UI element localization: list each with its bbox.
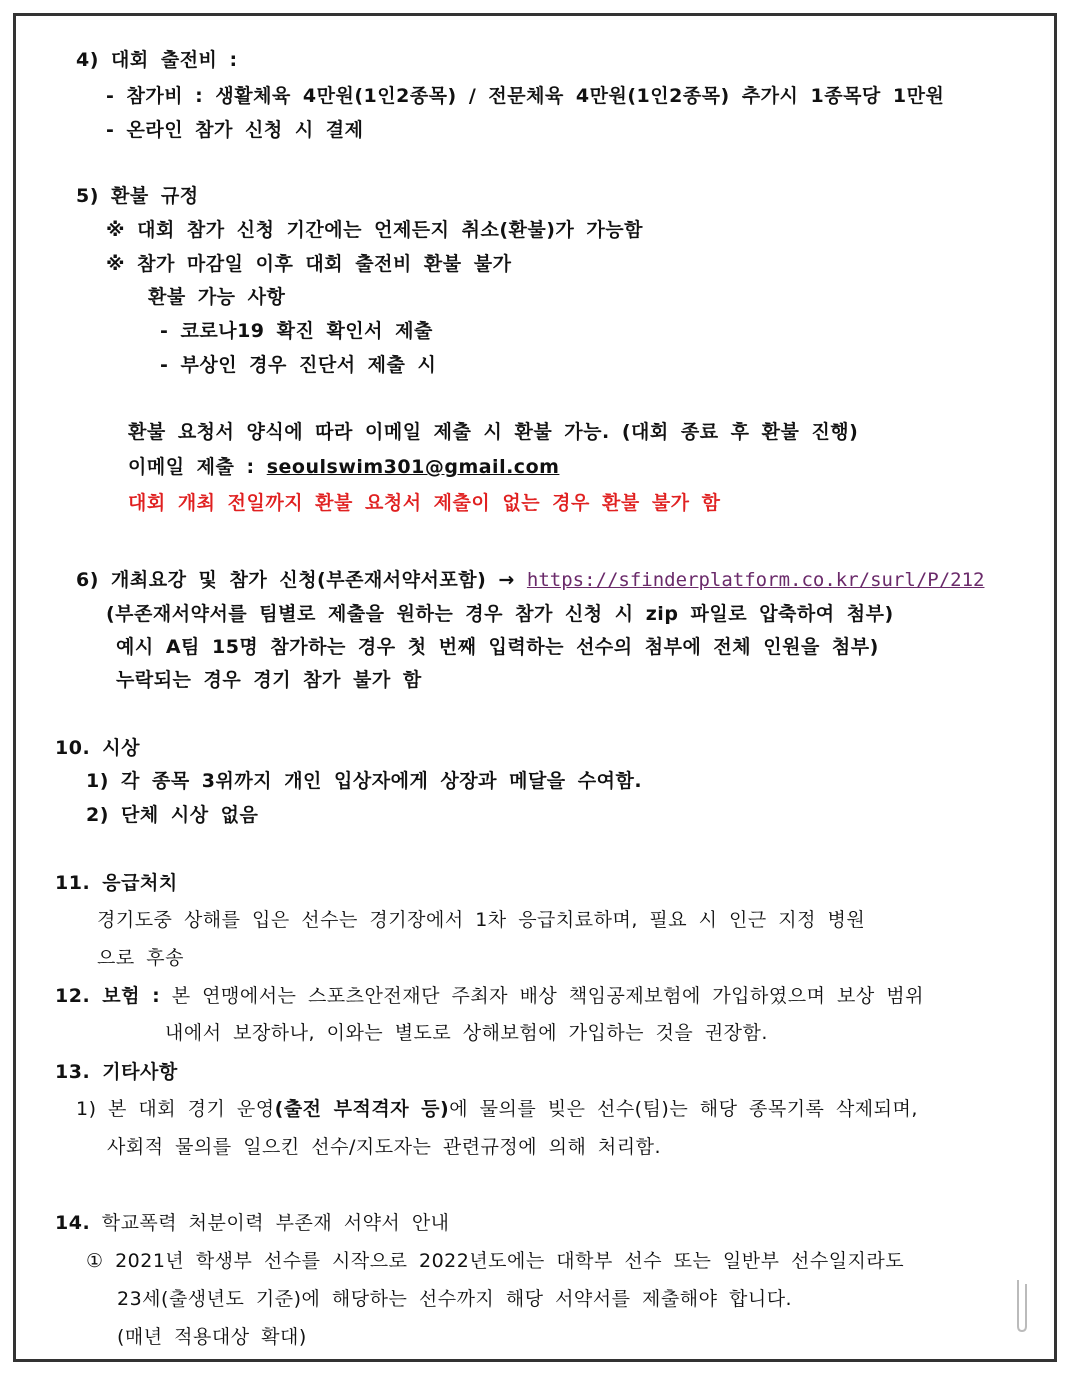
refund-warning: 대회 개최 전일까지 환불 요청서 제출이 없는 경우 환불 불가 함 <box>128 492 721 514</box>
section-6-note-2: 예시 A팀 15명 참가하는 경우 첫 번째 입력하는 선수의 첨부에 전체 인원을 첨부) <box>116 636 879 658</box>
section-4-heading: 4) 대회 출전비 : <box>76 49 238 71</box>
section-5-heading: 5) 환불 규정 <box>76 185 199 207</box>
refund-note-2: ※ 참가 마감일 이후 대회 출전비 환불 불가 <box>106 253 512 275</box>
email-label: 이메일 제출 : <box>128 456 267 478</box>
misc-body-2: 사회적 물의를 일으킨 선수/지도자는 관련규정에 의해 처리함. <box>107 1136 662 1158</box>
refundable-case-1: - 코로나19 확진 확인서 제출 <box>160 320 433 342</box>
pledge-body-1: ① 2021년 학생부 선수를 시작으로 2022년도에는 대학부 선수 또는 일반부 선수일지라도 <box>86 1250 905 1272</box>
section-6-note-3: 누락되는 경우 경기 참가 불가 함 <box>116 669 422 691</box>
email-line <box>128 455 559 479</box>
section-10-heading: 10. 시상 <box>55 737 140 759</box>
refund-note-1: ※ 대회 참가 신청 기간에는 언제든지 취소(환불)가 가능함 <box>106 219 643 241</box>
insurance-body-2: 내에서 보장하나, 이와는 별도로 상해보험에 가입하는 것을 권장함. <box>165 1022 768 1044</box>
scroll-handle-icon[interactable] <box>1014 1276 1030 1334</box>
section-6-note-1: (부존재서약서를 팀별로 제출을 원하는 경우 참가 신청 시 zip 파일로 압축하여 첨부) <box>106 603 894 625</box>
section-11-heading: 11. 응급처치 <box>55 872 178 894</box>
refundable-case-2: - 부상인 경우 진단서 제출 시 <box>160 354 437 376</box>
award-item-2: 2) 단체 시상 없음 <box>86 804 259 826</box>
pledge-body-2: 23세(출생년도 기준)에 해당하는 선수까지 해당 서약서를 제출해야 합니다. <box>117 1288 793 1310</box>
entry-fee-line: - 참가비 : 생활체육 4만원(1인2종목) / 전문체육 4만원(1인2종목) 추가시 1종목당 1만원 <box>106 85 945 107</box>
misc-body-1b: (출전 부적격자 등) <box>274 1098 450 1120</box>
registration-link[interactable]: https://sfinderplatform.co.kr/surl/P/212 <box>526 569 985 591</box>
refund-request-line: 환불 요청서 양식에 따라 이메일 제출 시 환불 가능. (대회 종료 후 환불 진행) <box>128 421 859 443</box>
misc-body-1 <box>76 1097 918 1121</box>
insurance-body-1: 본 연맹에서는 스포츠안전재단 주최자 배상 책임공제보험에 가입하였으며 보상 범위 <box>160 985 924 1007</box>
section-6-heading: 6) 개최요강 및 참가 신청(부존재서약서포함) → <box>76 569 527 591</box>
award-item-1: 1) 각 종목 3위까지 개인 입상자에게 상장과 메달을 수여함. <box>86 770 643 792</box>
payment-line: - 온라인 참가 신청 시 결제 <box>106 119 364 141</box>
section-6-line <box>76 568 984 592</box>
refundable-cases-label: 환불 가능 사항 <box>148 286 286 308</box>
section-14-line <box>55 1211 450 1235</box>
email-address[interactable]: seoulswim301@gmail.com <box>266 456 560 478</box>
section-12-heading: 12. 보험 : <box>55 985 161 1007</box>
pledge-body-3: (매년 적용대상 확대) <box>117 1326 307 1348</box>
section-13-heading: 13. 기타사항 <box>55 1061 178 1083</box>
section-12-line <box>55 984 924 1008</box>
misc-body-1c: 에 물의를 빚은 선수(팀)는 해당 종목기록 삭제되며, <box>449 1098 918 1120</box>
first-aid-body-2: 으로 후송 <box>97 947 184 969</box>
section-14-heading: 학교폭력 처분이력 부존재 서약서 안내 <box>90 1212 450 1234</box>
first-aid-body-1: 경기도중 상해를 입은 선수는 경기장에서 1차 응급치료하며, 필요 시 인근 지정 병원 <box>97 909 866 931</box>
misc-body-1a: 1) 본 대회 경기 운영 <box>76 1098 275 1120</box>
section-14-number: 14. <box>55 1212 91 1234</box>
